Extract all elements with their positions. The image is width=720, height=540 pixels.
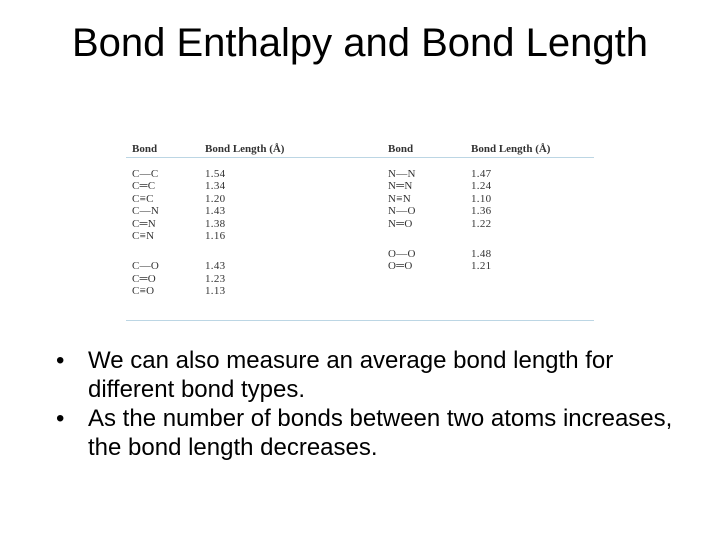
bond-cell: N≡N [388,192,411,205]
bond-cell: N═O [388,217,413,230]
bond-cell: C—O [132,260,160,273]
bullet-item [56,404,686,462]
bond-length-table [126,136,594,321]
length-cell: 1.43 [205,205,226,218]
length-cell: 1.16 [205,230,226,242]
table-bottom-rule [126,320,594,321]
length-cell: 1.43 [205,260,226,273]
column-header: Bond Length (Å) [471,143,551,155]
length-cell: 1.23 [205,272,226,285]
length-cell: 1.48 [471,248,492,260]
bond-cell: C═N [132,217,156,230]
column-header: Bond [388,143,414,155]
bond-cell: C—C [132,168,159,180]
slide-title: Bond Enthalpy and Bond Length [71,21,649,65]
bond-cell: C═O [132,272,156,285]
bond-cell: C—N [132,205,160,218]
column-bond-left [132,142,160,298]
column-header: Bond Length (Å) [205,143,285,155]
bond-cell: N—N [388,168,416,180]
bullet-marker: • [56,347,65,374]
bullet-marker: • [56,405,65,432]
bullet-item [56,346,686,404]
column-header: Bond [132,143,158,155]
bond-cell: O═O [388,260,413,273]
bond-cell: N—O [388,205,416,218]
bullet-text: As the number of bonds between two atoms increases, the bond length decreases. [88,405,673,461]
length-cell: 1.10 [471,192,492,205]
bullet-text: We can also measure an average bond length for different bond types. [88,347,614,403]
length-cell: 1.20 [205,192,226,205]
table-header-rule [126,157,594,158]
length-cell: 1.21 [471,260,492,273]
bond-cell: N═N [388,180,413,193]
column-bond-right [388,142,416,273]
length-cell: 1.47 [471,168,492,180]
column-length-right [471,142,551,273]
bond-cell: O—O [388,248,416,260]
bond-cell: C≡O [132,285,155,298]
length-cell: 1.54 [205,168,226,180]
length-cell: 1.22 [471,217,492,230]
length-cell: 1.24 [471,180,492,193]
bond-cell: C≡N [132,230,155,242]
bond-cell: C═C [132,180,156,193]
length-cell: 1.36 [471,205,492,218]
length-cell: 1.38 [205,217,226,230]
length-cell: 1.34 [205,180,226,193]
length-cell: 1.13 [205,285,226,298]
column-length-left [205,142,285,298]
bond-cell: C≡C [132,192,154,205]
bullet-list [56,346,686,462]
